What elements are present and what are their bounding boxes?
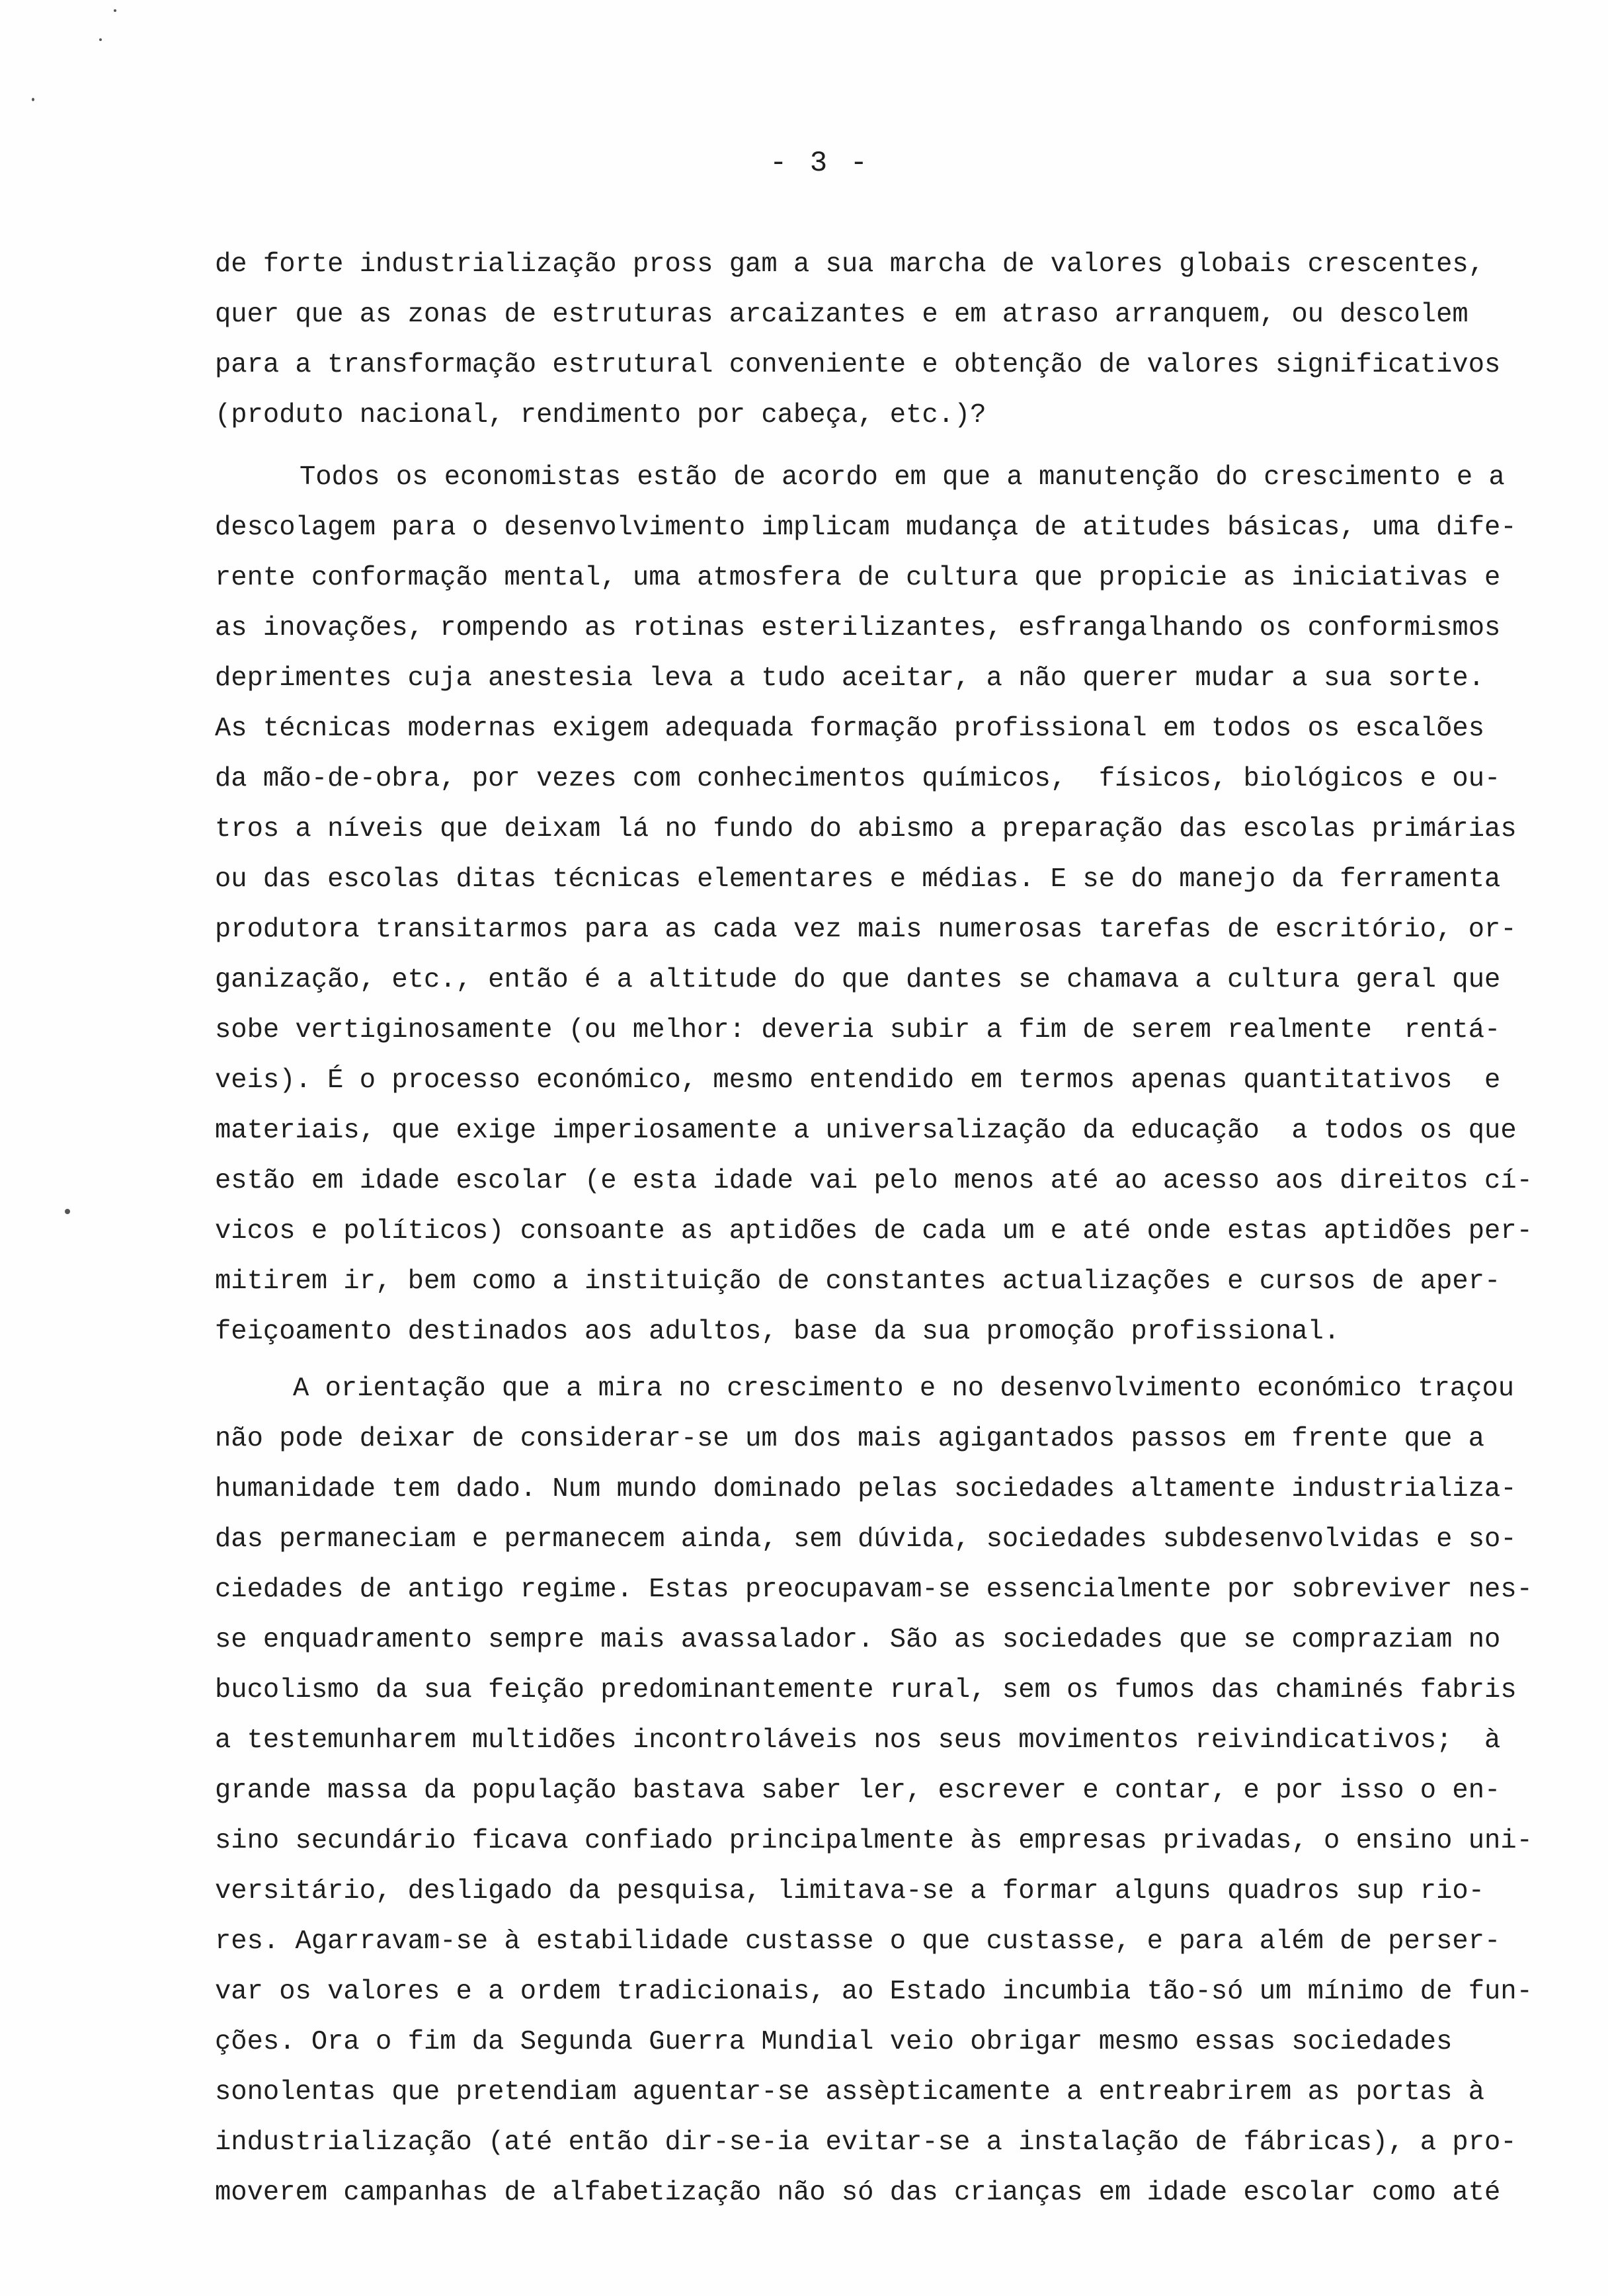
text-line: versitário, desligado da pesquisa, limitava-se a formar alguns quadros sup rio- [215, 1876, 1485, 1906]
text-line: quer que as zonas de estruturas arcaizantes e em atraso arranquem, ou descolem [215, 300, 1468, 330]
text-line: As técnicas modernas exigem adequada formação profissional em todos os escalões [215, 714, 1485, 744]
paragraph-3 [215, 1364, 1564, 2218]
text-line: para a transformação estrutural conveniente e obtenção de valores significativos [215, 350, 1501, 380]
text-line: var os valores e a ordem tradicionais, ao Estado incumbia tão-só um mínimo de fun- [215, 1977, 1533, 2007]
text-line: materiais, que exige imperiosamente a universalização da educação a todos os que [215, 1116, 1517, 1146]
text-line: feiçoamento destinados aos adultos, base da sua promoção profissional. [215, 1317, 1340, 1347]
text-line: da mão-de-obra, por vezes com conhecimentos químicos, físicos, biológicos e ou- [215, 764, 1501, 794]
scan-speck [114, 9, 116, 12]
text-line: Todos os economistas estão de acordo em que a manutenção do crescimento e a [300, 462, 1505, 493]
paragraph-2 [215, 452, 1564, 1357]
text-line: humanidade tem dado. Num mundo dominado pelas sociedades altamente industrializa- [215, 1474, 1517, 1504]
text-line: grande massa da população bastava saber ler, escrever e contar, e por isso o en- [215, 1776, 1501, 1806]
text-line: ções. Ora o fim da Segunda Guerra Mundial veio obrigar mesmo essas sociedades [215, 2027, 1453, 2057]
text-line: produtora transitarmos para as cada vez mais numerosas tarefas de escritório, or- [215, 915, 1517, 945]
text-line: vicos e políticos) consoante as aptidões de cada um e até onde estas aptidões per- [215, 1216, 1533, 1247]
text-line: descolagem para o desenvolvimento implicam mudança de atitudes básicas, uma dife- [215, 512, 1517, 543]
text-line: a testemunharem multidões incontroláveis nos seus movimentos reivindicativos; à [215, 1725, 1501, 1756]
scan-speck [65, 1209, 70, 1214]
text-line: moverem campanhas de alfabetização não só das crianças em idade escolar como até [215, 2178, 1501, 2208]
text-line: se enquadramento sempre mais avassalador. São as sociedades que se compraziam no [215, 1625, 1501, 1655]
text-line: rente conformação mental, uma atmosfera de cultura que propicie as iniciativas e [215, 563, 1501, 593]
text-line: de forte industrialização pross gam a sua marcha de valores globais crescentes, [215, 249, 1485, 280]
text-line: das permaneciam e permanecem ainda, sem dúvida, sociedades subdesenvolvidas e so- [215, 1524, 1517, 1555]
text-line: A orientação que a mira no crescimento e no desenvolvimento económico traçou [293, 1374, 1515, 1404]
text-line: sino secundário ficava confiado principalmente às empresas privadas, o ensino uni- [215, 1826, 1533, 1856]
page-number: - 3 - [769, 147, 871, 180]
text-line: res. Agarravam-se à estabilidade custasse o que custasse, e para além de perser- [215, 1926, 1501, 1957]
text-line: estão em idade escolar (e esta idade vai pelo menos até ao acesso aos direitos cí- [215, 1166, 1533, 1196]
text-line: sonolentas que pretendiam aguentar-se assèpticamente a entreabrirem as portas à [215, 2077, 1485, 2108]
text-line: ou das escolas ditas técnicas elementares e médias. E se do manejo da ferramenta [215, 864, 1501, 895]
text-line: ganização, etc., então é a altitude do que dantes se chamava a cultura geral que [215, 965, 1501, 995]
scan-speck [32, 98, 34, 101]
text-line: as inovações, rompendo as rotinas esterilizantes, esfrangalhando os conformismos [215, 613, 1501, 643]
text-line: (produto nacional, rendimento por cabeça, etc.)? [215, 400, 986, 430]
text-line: industrialização (até então dir-se-ia evitar-se a instalação de fábricas), a pro- [215, 2127, 1517, 2158]
text-line: tros a níveis que deixam lá no fundo do abismo a preparação das escolas primárias [215, 814, 1517, 844]
text-line: não pode deixar de considerar-se um dos mais agigantados passos em frente que a [215, 1424, 1485, 1454]
text-line: ciedades de antigo regime. Estas preocupavam-se essencialmente por sobreviver nes- [215, 1575, 1533, 1605]
text-line: veis). É o processo económico, mesmo entendido em termos apenas quantitativos e [215, 1065, 1501, 1096]
text-line: bucolismo da sua feição predominantemente rural, sem os fumos das chaminés fabris [215, 1675, 1517, 1705]
text-line: sobe vertiginosamente (ou melhor: deveria subir a fim de serem realmente rentá- [215, 1015, 1501, 1046]
text-line: deprimentes cuja anestesia leva a tudo aceitar, a não querer mudar a sua sorte. [215, 663, 1485, 694]
paragraph-1 [215, 239, 1564, 440]
text-line: mitirem ir, bem como a instituição de constantes actualizações e cursos de aper- [215, 1266, 1501, 1297]
scan-speck [99, 38, 102, 41]
